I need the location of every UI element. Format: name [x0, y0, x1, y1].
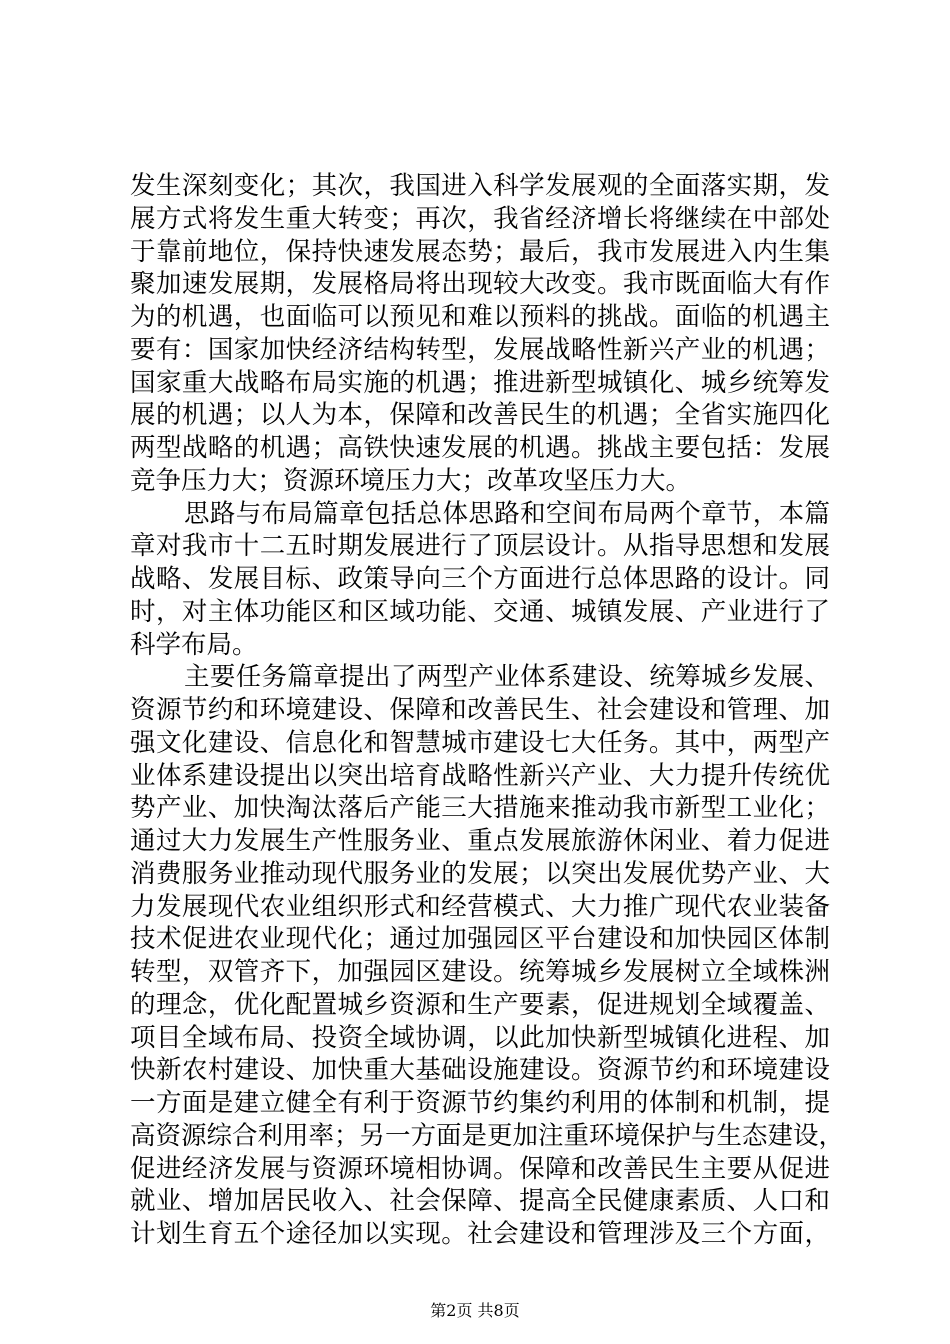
text-line: 战略、发展目标、政策导向三个方面进行总体思路的设计。同 — [130, 564, 830, 594]
text-line: 快新农村建设、加快重大基础设施建设。资源节约和环境建设 — [130, 1055, 830, 1086]
text-line: 一方面是建立健全有利于资源节约集约利用的体制和机制，提 — [130, 1088, 830, 1118]
page-number-footer: 第2页 共8页 — [430, 1301, 520, 1320]
text-line: 通过大力发展生产性服务业、重点发展旅游休闲业、着力促进 — [130, 826, 830, 856]
text-line: 科学布局。 — [130, 629, 258, 660]
text-line: 为的机遇，也面临可以预见和难以预料的挑战。面临的机遇主 — [130, 302, 830, 332]
text-line: 资源节约和环境建设、保障和改善民生、社会建设和管理、加 — [130, 695, 830, 725]
text-line: 时，对主体功能区和区域功能、交通、城镇发展、产业进行了 — [130, 596, 830, 627]
text-line: 于靠前地位，保持快速发展态势；最后，我市发展进入内生集 — [130, 236, 830, 267]
text-line: 消费服务业推动现代服务业的发展；以突出发展优势产业、大 — [130, 858, 830, 889]
text-line: 展的机遇；以人为本，保障和改善民生的机遇；全省实施四化 — [130, 400, 830, 431]
text-line: 力发展现代农业组织形式和经营模式、大力推广现代农业装备 — [130, 891, 830, 922]
text-line: 高资源综合利用率；另一方面是更加注重环境保护与生态建设， — [130, 1120, 845, 1151]
text-line: 促进经济发展与资源环境相协调。保障和改善民生主要从促进 — [130, 1153, 830, 1184]
text-line: 国家重大战略布局实施的机遇；推进新型城镇化、城乡统筹发 — [130, 367, 830, 398]
text-line: 两型战略的机遇；高铁快速发展的机遇。挑战主要包括：发展 — [130, 433, 830, 463]
paragraph-3 — [130, 661, 845, 1251]
text-line: 要有：国家加快经济结构转型，发展战略性新兴产业的机遇； — [130, 334, 830, 365]
text-line: 强文化建设、信息化和智慧城市建设七大任务。其中，两型产 — [130, 727, 830, 758]
paragraph-2 — [130, 498, 830, 662]
text-line: 转型，双管齐下，加强园区建设。统筹城乡发展树立全域株洲 — [130, 957, 830, 987]
text-line: 思路与布局篇章包括总体思路和空间布局两个章节，本篇 — [184, 498, 830, 529]
text-line: 竞争压力大；资源环境压力大；改革攻坚压力大。 — [130, 465, 692, 496]
text-line: 聚加速发展期，发展格局将出现较大改变。我市既面临大有作 — [130, 269, 830, 300]
document-body — [130, 170, 845, 1251]
text-line: 展方式将发生重大转变；再次，我省经济增长将继续在中部处 — [130, 203, 830, 234]
text-line: 技术促进农业现代化；通过加强园区平台建设和加快园区体制 — [130, 924, 830, 955]
text-line: 计划生育五个途径加以实现。社会建设和管理涉及三个方面， — [130, 1219, 830, 1249]
text-line: 就业、增加居民收入、社会保障、提高全民健康素质、人口和 — [130, 1186, 830, 1217]
text-line: 发生深刻变化；其次，我国进入科学发展观的全面落实期，发 — [130, 171, 830, 201]
text-line: 主要任务篇章提出了两型产业体系建设、统筹城乡发展、 — [184, 662, 830, 693]
text-line: 的理念，优化配置城乡资源和生产要素，促进规划全域覆盖、 — [130, 989, 830, 1020]
text-line: 项目全域布局、投资全域协调，以此加快新型城镇化进程、加 — [130, 1022, 830, 1053]
text-line: 业体系建设提出以突出培育战略性新兴产业、大力提升传统优 — [130, 760, 830, 791]
text-line: 章对我市十二五时期发展进行了顶层设计。从指导思想和发展 — [130, 531, 830, 562]
paragraph-1 — [130, 170, 830, 498]
text-line: 势产业、加快淘汰落后产能三大措施来推动我市新型工业化； — [130, 793, 830, 824]
